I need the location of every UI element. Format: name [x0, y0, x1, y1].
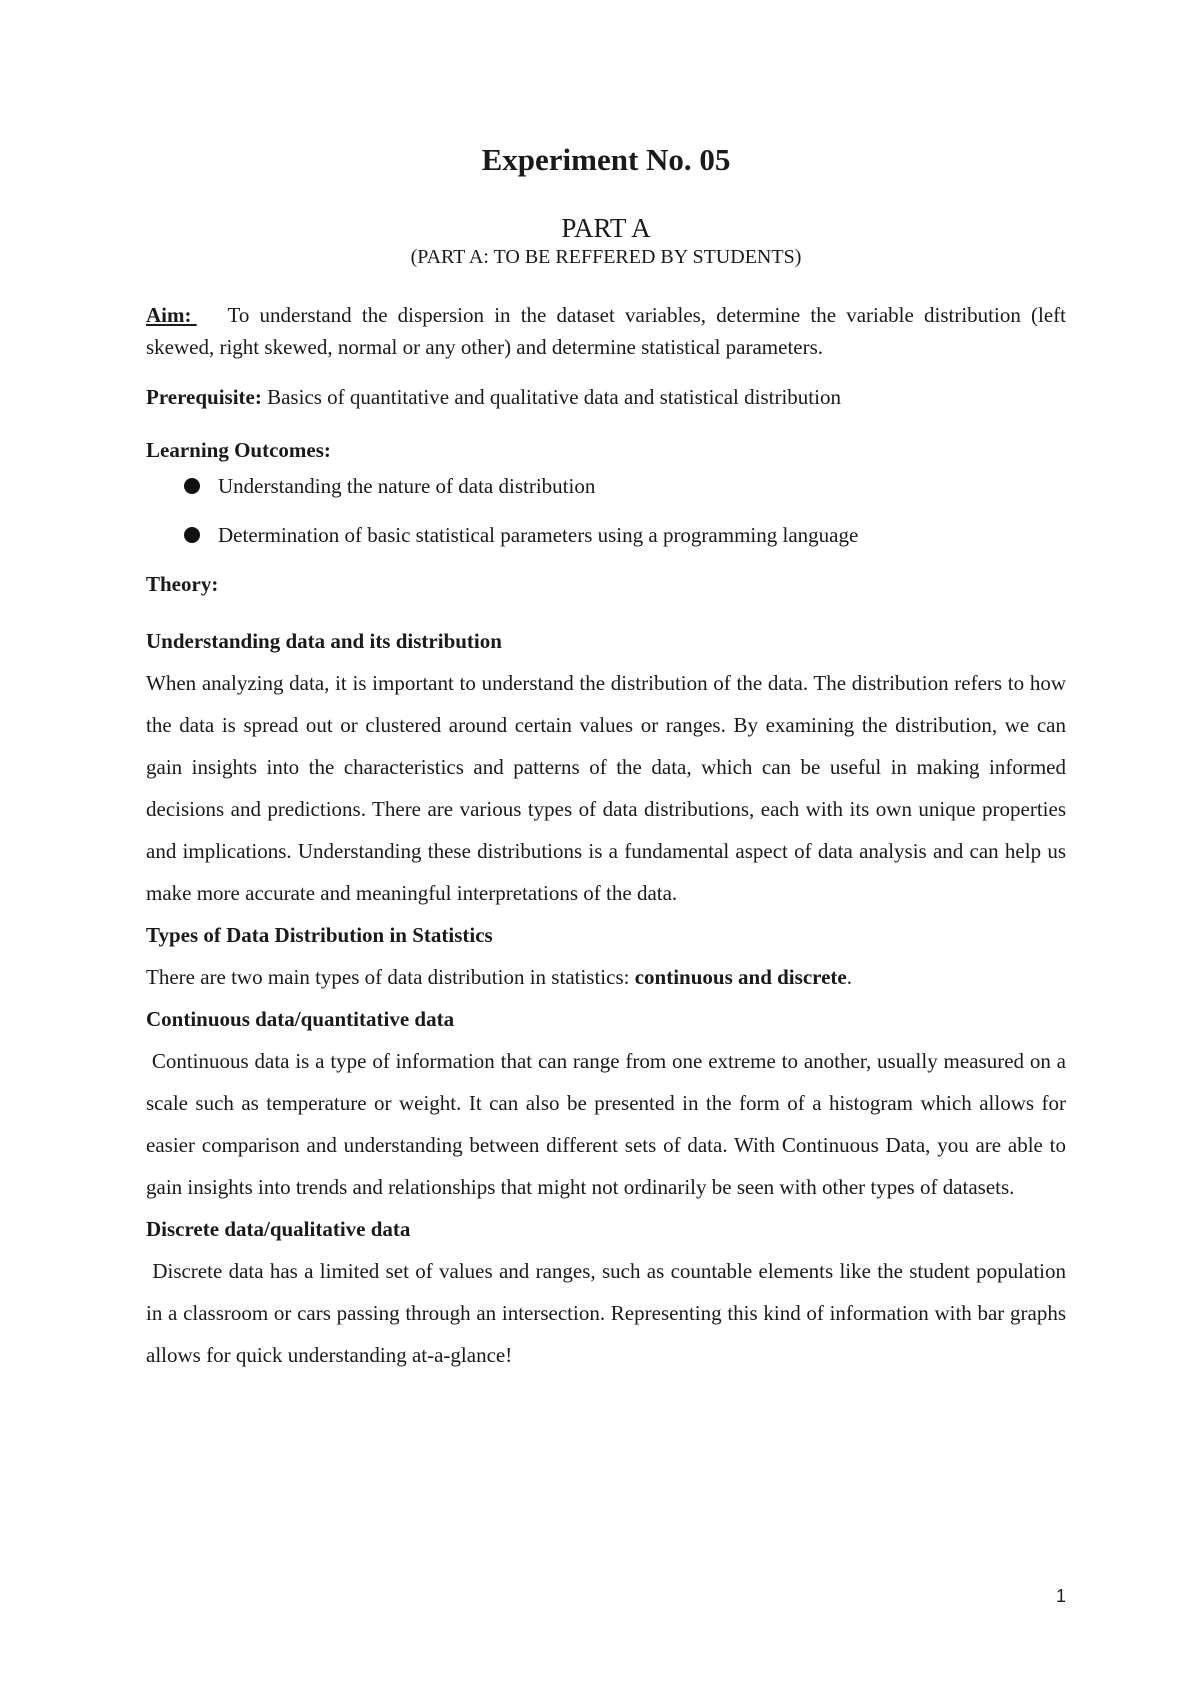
learning-outcomes-list — [146, 470, 1066, 551]
section-text-types — [146, 956, 1066, 998]
bullet-icon — [184, 527, 200, 543]
prerequisite-label: Prerequisite: — [146, 384, 262, 409]
part-subheading: (PART A: TO BE REFFERED BY STUDENTS) — [410, 245, 802, 268]
continuous-text: Continuous data is a type of information that can range from one extreme to another, usually measured on a scale such as temperature or weight. It can also be presented in the form of a histogram which allows for easier comparison and understanding between different sets of data. With Continuous Data, you are able to gain insights into trends and relationships that might not ordinarily be seen with other types of datasets. — [146, 1048, 1067, 1199]
section-heading-discrete: Discrete data/qualitative data — [146, 1216, 411, 1241]
section-text-continuous — [146, 1040, 1066, 1208]
learning-outcomes-heading: Learning Outcomes: — [146, 437, 331, 462]
prerequisite-text: Basics of quantitative and qualitative data and statistical distribution — [267, 384, 841, 409]
list-item — [146, 519, 1066, 551]
types-text-bold: continuous and discrete — [634, 964, 847, 989]
aim-text: To understand the dispersion in the dataset variables, determine the variable distribution (left skewed, right skewed, normal or any other) and determine statistical parameters. — [146, 302, 1066, 359]
theory-heading: Theory: — [146, 571, 219, 596]
section-heading-continuous: Continuous data/quantitative data — [146, 1006, 455, 1031]
types-text-after: . — [846, 964, 852, 989]
outcome-text: Understanding the nature of data distribution — [218, 473, 596, 498]
prerequisite-paragraph — [146, 381, 1066, 413]
page-content — [146, 142, 1066, 1376]
aim-underline-gap — [192, 299, 228, 331]
experiment-title: Experiment No. 05 — [481, 142, 731, 177]
section-text-distribution: When analyzing data, it is important to understand the distribution of the data. The distribution refers to how the data is spread out or clustered around certain values or ranges. By examining the distribution, we can gain insights into the characteristics and patterns of the data, which can be useful in making informed decisions and predictions. There are various types of data distributions, each with its own unique properties and implications. Understanding these distributions is a fundamental aspect of data analysis and can help us make more accurate and meaningful interpretations of the data. — [146, 670, 1066, 905]
types-text-before: There are two main types of data distribution in statistics: — [146, 964, 635, 989]
section-text-discrete — [146, 1250, 1066, 1376]
section-heading-types: Types of Data Distribution in Statistics — [146, 922, 493, 947]
page-number: 1 — [1055, 1586, 1066, 1606]
list-item — [146, 470, 1066, 502]
aim-label: Aim: — [146, 302, 192, 327]
outcome-text: Determination of basic statistical parameters using a programming language — [218, 522, 859, 547]
discrete-text: Discrete data has a limited set of values and ranges, such as countable elements like the student population in a classroom or cars passing through an intersection. Representing this kind of information with bar graphs allows for quick understanding at-a-glance! — [146, 1258, 1067, 1367]
aim-paragraph — [146, 299, 1066, 363]
section-heading-distribution: Understanding data and its distribution — [146, 628, 502, 653]
part-heading: PART A — [561, 213, 651, 243]
bullet-icon — [184, 478, 200, 494]
